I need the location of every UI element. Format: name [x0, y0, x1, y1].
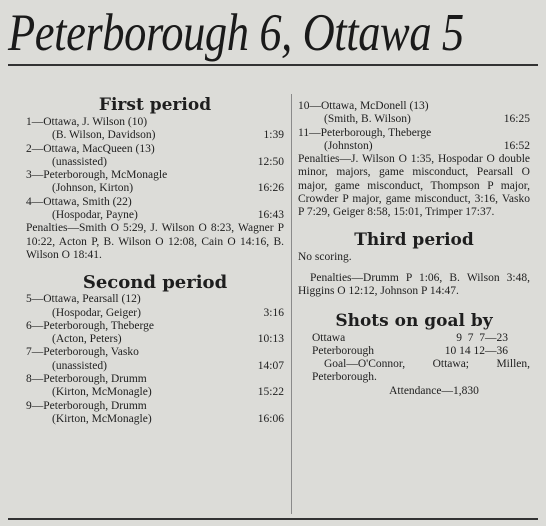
- goal-scorer: 8—Peterborough, Drumm: [26, 373, 147, 386]
- shots-row: Ottawa 9 7 7—23: [312, 331, 508, 344]
- column-divider: [291, 94, 292, 514]
- goal-time: 14:07: [257, 359, 284, 372]
- goal-assists: (Smith, B. Wilson): [324, 113, 411, 126]
- shots-period-2: 14: [459, 344, 471, 357]
- shots-table: [312, 332, 512, 359]
- third-period-penalties: Penalties—Drumm P 1:06, B. Wilson 3:48, Higgins O 12:12, Johnson P 14:47.: [298, 271, 530, 298]
- first-period-heading: First period: [98, 95, 212, 115]
- goal-time: 16:52: [503, 139, 530, 152]
- headline-rule: [8, 64, 538, 66]
- first-period-penalties: Penalties—Smith O 5:29, J. Wilson O 8:23, Wagner P 10:22, Acton P, B. Wilson O 12:08, Cain O 14:16, B. Wilson O 18:41.: [26, 222, 284, 261]
- second-period-penalties: Penalties—J. Wilson O 1:35, Hospodar O double minor, majors, game misconduct, Pearsall O major, game misconduct, Thompson P major, Crowder P major, game misconduct, 3:16, Vasko P 7:29, Geiger 8:58, 15:01, Trimper 17:37.: [298, 153, 530, 219]
- goal-scorer: 4—Ottawa, Smith (22): [26, 195, 132, 208]
- third-period-scoring: No scoring.: [298, 250, 352, 263]
- shots-total: 36: [496, 344, 508, 357]
- goal-entry: [26, 346, 284, 373]
- goal-assists: (Johnston): [324, 139, 373, 152]
- goal-entry: [26, 373, 284, 400]
- shots-team: Ottawa: [312, 331, 346, 344]
- goal-entry: [298, 127, 530, 154]
- goal-scorer: 3—Peterborough, McMonagle: [26, 169, 168, 182]
- goal-assists: (unassisted): [52, 359, 107, 372]
- goal-scorer: 9—Peterborough, Drumm: [26, 399, 147, 412]
- right-column: [298, 100, 530, 398]
- goal-scorer: 2—Ottawa, MacQueen (13): [26, 142, 155, 155]
- second-period-heading: Second period: [82, 272, 228, 294]
- goal-assists: (Kirton, McMonagle): [52, 412, 152, 425]
- goal-assists: (Kirton, McMonagle): [52, 386, 152, 399]
- goal-time: 12:50: [257, 155, 284, 168]
- attendance: Attendance—1,830: [389, 384, 479, 397]
- goal-scorer: 11—Peterborough, Theberge: [298, 126, 432, 139]
- shots-row: Peterborough 10 14 12—36: [312, 344, 508, 357]
- shots-period-3: 7: [479, 331, 485, 344]
- goaltenders: Goal—O'Connor, Ottawa; Millen, Peterborough.: [312, 358, 530, 384]
- goal-time: 1:39: [263, 129, 284, 142]
- goal-scorer: 5—Ottawa, Pearsall (12): [26, 293, 141, 306]
- goal-entry: [26, 196, 284, 223]
- bottom-rule: [8, 518, 538, 520]
- left-column: [26, 92, 284, 426]
- goal-entry: [26, 116, 284, 143]
- goal-entry: [26, 143, 284, 170]
- goal-entry: [26, 320, 284, 347]
- shots-total: 23: [496, 331, 508, 344]
- goal-time: 16:26: [257, 182, 284, 195]
- goal-scorer: 1—Ottawa, J. Wilson (10): [26, 116, 148, 128]
- goal-time: 15:22: [257, 386, 284, 399]
- goal-scorer: 10—Ottawa, McDonell (13): [298, 100, 429, 112]
- goal-assists: (Hospodar, Geiger): [52, 306, 141, 319]
- goal-entry: [26, 169, 284, 196]
- goal-assists: (Hospodar, Payne): [52, 209, 138, 222]
- goal-entry: [298, 100, 530, 127]
- third-period-heading: Third period: [354, 229, 474, 250]
- goal-scorer: 6—Peterborough, Theberge: [26, 319, 154, 332]
- shots-period-3: 12: [473, 344, 485, 357]
- goal-time: 16:06: [257, 412, 284, 425]
- goal-time: 16:25: [503, 113, 530, 126]
- shots-team: Peterborough: [312, 344, 374, 357]
- goal-time: 3:16: [263, 306, 284, 319]
- headline: Peterborough 6, Ottawa 5: [8, 4, 464, 62]
- goal-assists: (B. Wilson, Davidson): [52, 129, 156, 142]
- shots-period-2: 7: [467, 331, 474, 344]
- goal-assists: (unassisted): [52, 155, 107, 168]
- shots-period-1: 9: [456, 331, 462, 344]
- goal-entry: [26, 293, 284, 320]
- goal-assists: (Acton, Peters): [52, 333, 122, 346]
- goal-assists: (Johnson, Kirton): [52, 182, 134, 195]
- goal-time: 10:13: [257, 333, 284, 346]
- shots-period-1: 10: [444, 344, 457, 357]
- shots-heading: Shots on goal by: [335, 310, 493, 331]
- goal-time: 16:43: [257, 209, 284, 222]
- goal-entry: [26, 400, 284, 427]
- goal-scorer: 7—Peterborough, Vasko: [26, 346, 139, 359]
